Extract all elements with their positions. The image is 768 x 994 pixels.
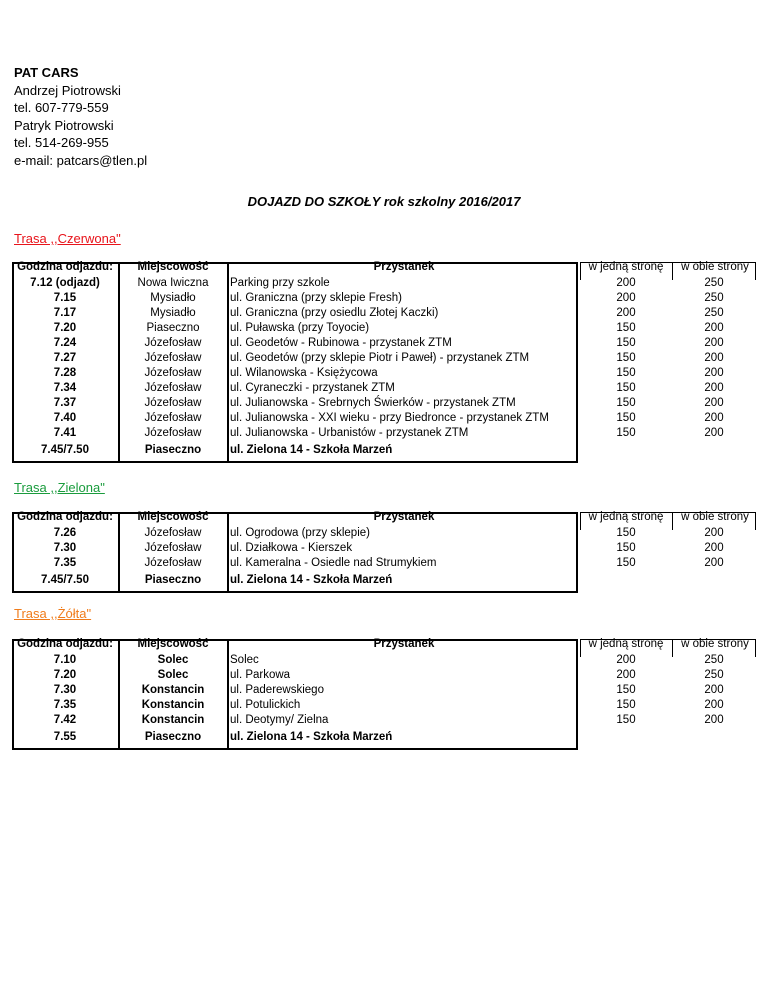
route-title-green: Trasa ,,Zielona" (14, 480, 105, 495)
price-both-ways: 200 (704, 397, 724, 409)
destination-stop: ul. Zielona 14 - Szkoła Marzeń (230, 574, 393, 586)
locality: Solec (157, 669, 189, 681)
destination-locality: Piaseczno (144, 444, 202, 456)
departure-time: 7.12 (odjazd) (30, 277, 100, 289)
header-stop: Przystanek (373, 261, 435, 273)
departure-time: 7.30 (53, 684, 77, 696)
route-title-red: Trasa ,,Czerwona" (14, 231, 121, 246)
contact-name-1: Andrzej Piotrowski (14, 82, 121, 98)
price-both-ways: 200 (704, 557, 724, 569)
price-both-ways: 200 (704, 382, 724, 394)
price-one-way: 200 (616, 277, 636, 289)
route-title-yellow: Trasa ,,Żółta" (14, 606, 92, 621)
locality: Józefosław (144, 337, 202, 349)
stop: ul. Puławska (przy Toyocie) (230, 322, 370, 334)
price-one-way: 150 (616, 397, 636, 409)
price-both-ways: 200 (704, 527, 724, 539)
price-one-way: 150 (616, 367, 636, 379)
price-one-way: 150 (616, 527, 636, 539)
column-divider (227, 514, 229, 591)
locality: Józefosław (144, 397, 202, 409)
price-both-ways: 250 (704, 669, 724, 681)
departure-time: 7.34 (53, 382, 77, 394)
stop: ul. Paderewskiego (230, 684, 324, 696)
locality: Nowa Iwiczna (137, 277, 209, 289)
stop: ul. Geodetów (przy sklepie Piotr i Paweł) - przystanek ZTM (230, 352, 530, 364)
price-both-ways: 200 (704, 714, 724, 726)
locality: Józefosław (144, 542, 202, 554)
price-both-ways: 250 (704, 277, 724, 289)
header-one-way: w jedną stronę (588, 511, 664, 523)
company-name: PAT CARS (14, 65, 79, 80)
locality: Józefosław (144, 382, 202, 394)
header-one-way: w jedną stronę (588, 638, 664, 650)
stop: Solec (230, 654, 259, 666)
stop: ul. Parkowa (230, 669, 291, 681)
header-stop: Przystanek (373, 511, 435, 523)
header-time: Godzina odjazdu: (17, 511, 113, 523)
stop: ul. Działkowa - Kierszek (230, 542, 353, 554)
price-one-way: 150 (616, 557, 636, 569)
header-both-ways: w obie strony (681, 261, 749, 273)
locality: Mysiadło (150, 292, 196, 304)
locality: Konstancin (141, 699, 205, 711)
page-title: DOJAZD DO SZKOŁY rok szkolny 2016/2017 (247, 194, 521, 209)
price-both-ways: 250 (704, 292, 724, 304)
departure-time: 7.15 (53, 292, 77, 304)
price-both-ways: 250 (704, 654, 724, 666)
contact-phone-2: tel. 514-269-955 (14, 135, 109, 150)
price-divider (672, 513, 673, 530)
header-place: Miejscowość (137, 511, 209, 523)
header-time: Godzina odjazdu: (17, 638, 113, 650)
locality: Józefosław (144, 557, 202, 569)
price-one-way: 150 (616, 352, 636, 364)
departure-time: 7.26 (53, 527, 77, 539)
price-one-way: 150 (616, 542, 636, 554)
stop: ul. Graniczna (przy osiedlu Złotej Kaczki) (230, 307, 439, 319)
destination-locality: Piaseczno (144, 731, 202, 743)
price-both-ways: 200 (704, 322, 724, 334)
departure-time: 7.27 (53, 352, 77, 364)
header-time: Godzina odjazdu: (17, 261, 113, 273)
price-one-way: 150 (616, 427, 636, 439)
price-both-ways: 200 (704, 337, 724, 349)
departure-time: 7.42 (53, 714, 77, 726)
departure-time: 7.40 (53, 412, 77, 424)
departure-time: 7.41 (53, 427, 77, 439)
locality: Józefosław (144, 427, 202, 439)
price-one-way: 200 (616, 654, 636, 666)
price-both-ways: 200 (704, 352, 724, 364)
destination-stop: ul. Zielona 14 - Szkoła Marzeń (230, 444, 393, 456)
price-one-way: 150 (616, 699, 636, 711)
header-place: Miejscowość (137, 638, 209, 650)
stop: ul. Wilanowska - Księżycowa (230, 367, 378, 379)
price-both-ways: 200 (704, 427, 724, 439)
stop: ul. Cyraneczki - przystanek ZTM (230, 382, 395, 394)
header-both-ways: w obie strony (681, 511, 749, 523)
departure-time: 7.10 (53, 654, 77, 666)
stop: Parking przy szkole (230, 277, 330, 289)
locality: Solec (157, 654, 189, 666)
column-divider (227, 641, 229, 748)
header-place: Miejscowość (137, 261, 209, 273)
stop: ul. Ogrodowa (przy sklepie) (230, 527, 370, 539)
stop: ul. Kameralna - Osiedle nad Strumykiem (230, 557, 437, 569)
price-both-ways: 200 (704, 542, 724, 554)
arrival-time: 7.45/7.50 (41, 574, 89, 586)
stop: ul. Julianowska - XXI wieku - przy Biedronce - przystanek ZTM (230, 412, 549, 424)
contact-block (14, 64, 147, 169)
contact-email: e-mail: patcars@tlen.pl (14, 152, 148, 168)
price-one-way: 150 (616, 714, 636, 726)
price-divider (672, 640, 673, 657)
price-both-ways: 200 (704, 412, 724, 424)
price-both-ways: 250 (704, 307, 724, 319)
locality: Józefosław (144, 527, 202, 539)
price-one-way: 200 (616, 669, 636, 681)
price-both-ways: 200 (704, 699, 724, 711)
departure-time: 7.35 (53, 557, 77, 569)
destination-stop: ul. Zielona 14 - Szkoła Marzeń (230, 731, 393, 743)
contact-name-2: Patryk Piotrowski (14, 117, 114, 133)
contact-phone-1: tel. 607-779-559 (14, 100, 109, 115)
price-one-way: 150 (616, 412, 636, 424)
locality: Konstancin (141, 684, 205, 696)
departure-time: 7.20 (53, 669, 77, 681)
locality: Józefosław (144, 367, 202, 379)
arrival-time: 7.55 (53, 731, 77, 743)
stop: ul. Deotymy/ Zielna (230, 714, 329, 726)
destination-locality: Piaseczno (144, 574, 202, 586)
stop: ul. Geodetów - Rubinowa - przystanek ZTM (230, 337, 452, 349)
departure-time: 7.37 (53, 397, 77, 409)
arrival-time: 7.45/7.50 (41, 444, 89, 456)
price-both-ways: 200 (704, 684, 724, 696)
departure-time: 7.20 (53, 322, 77, 334)
header-one-way: w jedną stronę (588, 261, 664, 273)
locality: Konstancin (141, 714, 205, 726)
departure-time: 7.35 (53, 699, 77, 711)
price-one-way: 200 (616, 292, 636, 304)
departure-time: 7.17 (53, 307, 77, 319)
stop: ul. Potulickich (230, 699, 301, 711)
stop: ul. Julianowska - Srebrnych Świerków - przystanek ZTM (230, 397, 516, 409)
departure-time: 7.28 (53, 367, 77, 379)
column-divider (227, 264, 229, 461)
price-one-way: 150 (616, 382, 636, 394)
header-both-ways: w obie strony (681, 638, 749, 650)
locality: Piaseczno (146, 322, 200, 334)
departure-time: 7.24 (53, 337, 77, 349)
departure-time: 7.30 (53, 542, 77, 554)
stop: ul. Graniczna (przy sklepie Fresh) (230, 292, 402, 304)
price-divider (672, 263, 673, 280)
locality: Józefosław (144, 352, 202, 364)
header-stop: Przystanek (373, 638, 435, 650)
locality: Józefosław (144, 412, 202, 424)
price-both-ways: 200 (704, 367, 724, 379)
price-one-way: 150 (616, 322, 636, 334)
stop: ul. Julianowska - Urbanistów - przystanek ZTM (230, 427, 469, 439)
price-one-way: 200 (616, 307, 636, 319)
locality: Mysiadło (150, 307, 196, 319)
price-one-way: 150 (616, 684, 636, 696)
price-one-way: 150 (616, 337, 636, 349)
